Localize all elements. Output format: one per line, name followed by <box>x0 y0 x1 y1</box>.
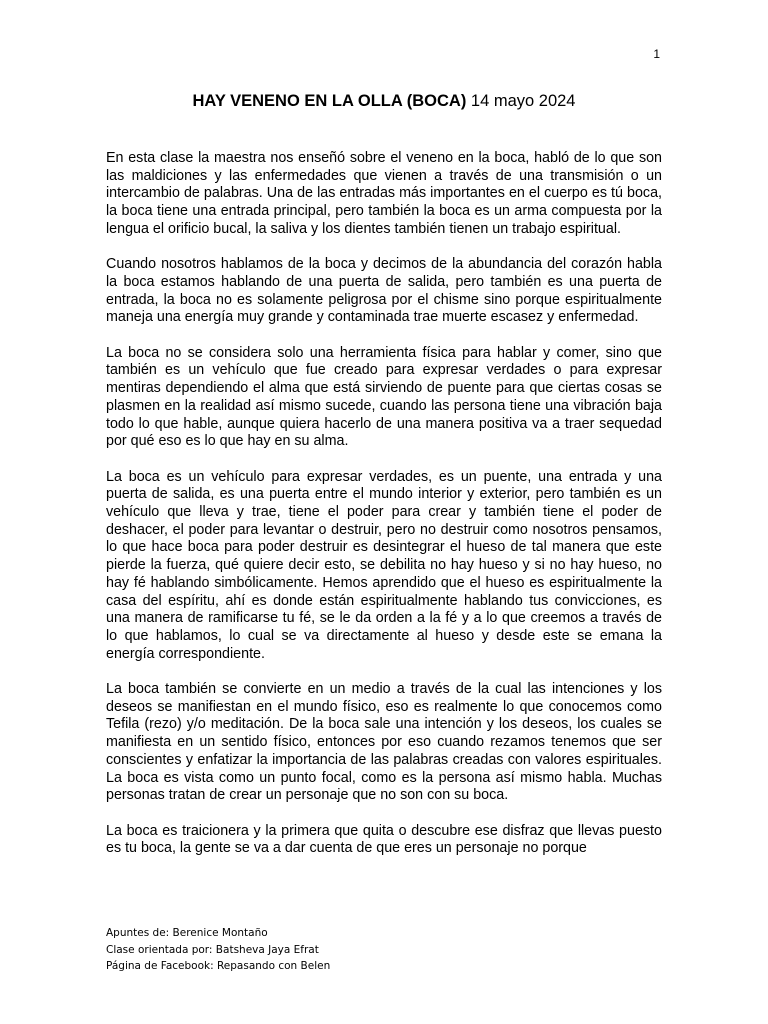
page-number: 1 <box>653 47 660 61</box>
page-footer <box>106 925 330 975</box>
title-text: HAY VENENO EN LA OLLA (BOCA) <box>192 92 467 110</box>
title-date: 14 mayo 2024 <box>470 92 576 110</box>
paragraph: La boca también se convierte en un medio a través de la cual las intenciones y los deseos se manifiestan en el mundo físico, eso es realmente lo que conocemos como Tefila (rezo) y/o meditación. De la boca sale una intención y los deseos, los cuales se manifiesta en un sentido físico, entonces por eso cuando rezamos tenemos que ser conscientes y enfatizar la importancia de las palabras creadas con valores espirituales. La boca es vista como un punto focal, como es la persona así mismo habla. Muchas personas tratan de crear un personaje que no son con su boca. <box>106 681 662 804</box>
footer-facebook-page: Página de Facebook: Repasando con Belen <box>106 960 331 972</box>
paragraph: La boca es traicionera y la primera que quita o descubre ese disfraz que llevas puesto es tu boca, la gente se va a dar cuenta de que eres un personaje no porque <box>106 822 662 857</box>
paragraph: La boca es un vehículo para expresar verdades, es un puente, una entrada y una puerta de salida, es una puerta entre el mundo interior y exterior, pero también es un vehículo que lleva y trae, tiene el poder para crear y también tiene el poder de deshacer, el poder para levantar o destruir, pero no destruir como nosotros pensamos, lo que hace boca para poder destruir es desintegrar el hueso de tal manera que este pierde la fuerza, qué quiere decir esto, se debilita no hay hueso y si no hay hueso, no hay fé hablando simbólicamente. Hemos aprendido que el hueso es espiritualmente la casa del espíritu, ahí es donde están espiritualmente hablando tus convicciones, es una manera de ramificarse tu fé, se le da orden a la fé y a lo que creemos a través de lo que hablamos, lo cual se va directamente al hueso y desde este se emana la energía correspondiente. <box>106 468 662 662</box>
paragraph: La boca no se considera solo una herramienta física para hablar y comer, sino que también es un vehículo que fue creado para expresar verdades o para expresar mentiras dependiendo el alma que está sirviendo de puente para que ciertas cosas se plasmen en la realidad así mismo sucede, cuando las persona tiene una vibración baja todo lo que hable, aunque quiera hacerlo de una manera positiva va a traer sequedad por qué eso es lo que hay en su alma. <box>106 344 662 450</box>
paragraph: Cuando nosotros hablamos de la boca y decimos de la abundancia del corazón habla la boca estamos hablando de una puerta de salida, pero también es una puerta de entrada, la boca no es solamente peligrosa por el chisme sino porque espiritualmente maneja una energía muy grande y contaminada trae muerte escasez y enfermedad. <box>106 256 662 326</box>
footer-notes-author: Apuntes de: Berenice Montaño <box>106 927 268 939</box>
paragraph: En esta clase la maestra nos enseñó sobre el veneno en la boca, habló de lo que son las maldiciones y las enfermedades que vienen a través de una transmisión o un intercambio de palabras. Una de las entradas más importantes en el cuerpo es tú boca, la boca tiene una entrada principal, pero también la boca es un arma compuesta por la lengua el orificio bucal, la saliva y los dientes también tienen un trabajo espiritual. <box>106 150 662 237</box>
document-title <box>0 92 768 111</box>
document-body <box>106 150 662 876</box>
footer-class-guide: Clase orientada por: Batsheva Jaya Efrat <box>106 943 319 956</box>
